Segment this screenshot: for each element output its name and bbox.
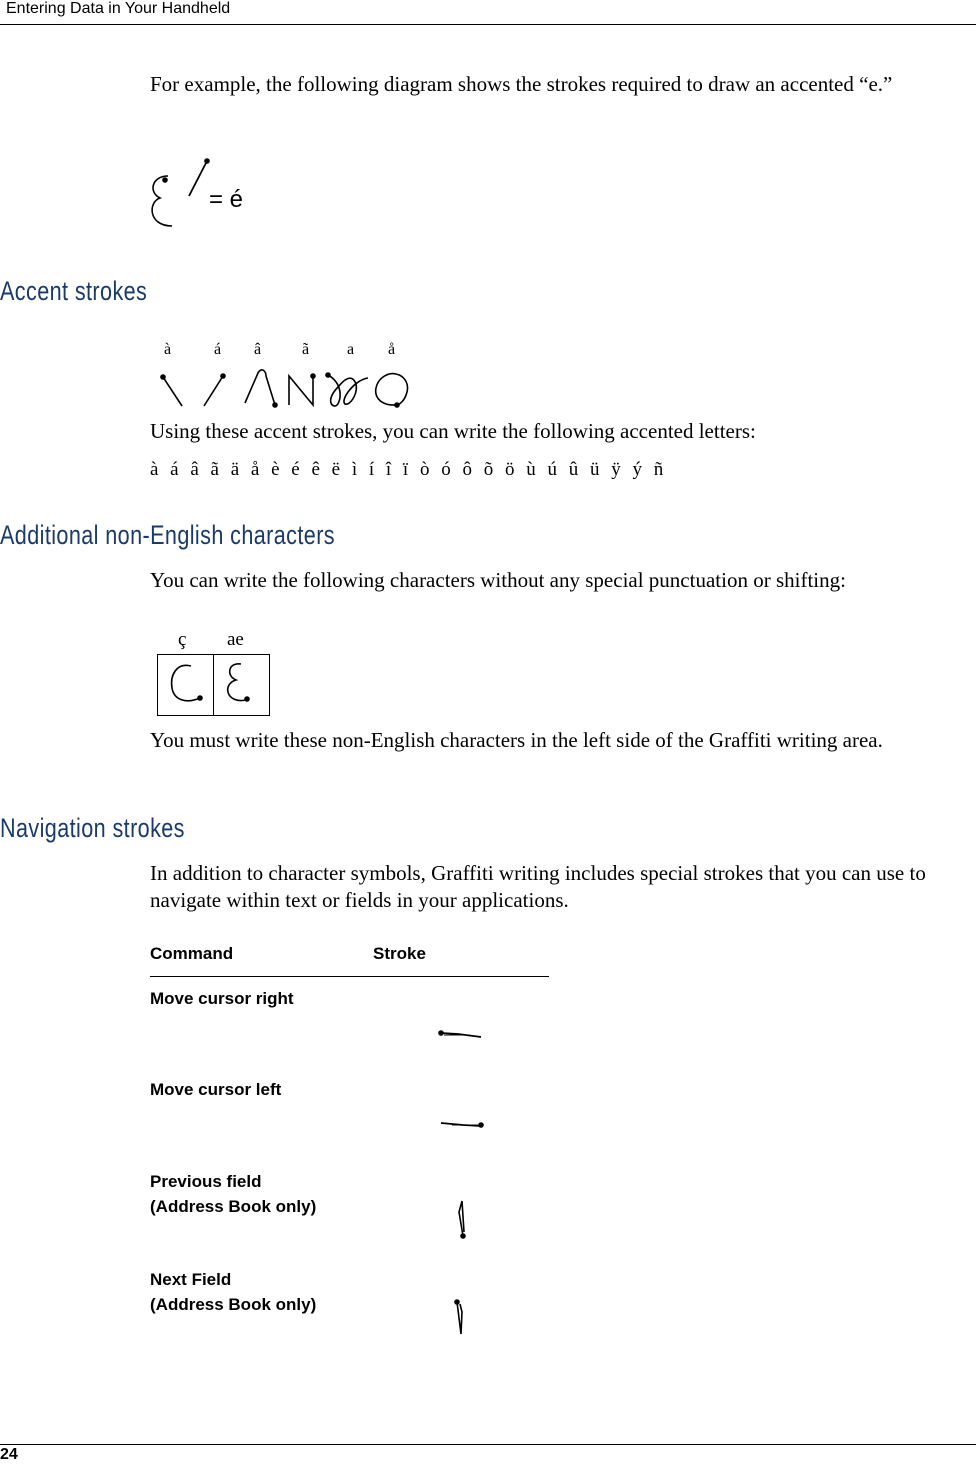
page-number: 24	[0, 1446, 18, 1463]
accented-letters-list: à á â ã ä å è é ê ë ì í î ï ò ó ô õ ö ù ú û ü ÿ ý ñ	[150, 459, 664, 480]
command-label: Previous field	[150, 1172, 262, 1191]
accent-paragraph: Using these accent strokes, you can write the following accented letters:	[150, 419, 756, 443]
accent-label-umlaut: a	[347, 341, 355, 358]
intro-paragraph: For example, the following diagram shows the strokes required to draw an accented “e.”	[150, 72, 893, 96]
accent-label-circumflex: â	[254, 341, 262, 358]
command-label: Move cursor left	[150, 1080, 282, 1099]
accent-label-tilde: ã	[302, 341, 310, 358]
command-sublabel: (Address Book only)	[150, 1197, 317, 1216]
char-label-c-cedilla: ç	[178, 629, 187, 650]
accent-label-grave: à	[164, 341, 172, 358]
navigation-paragraph: In addition to character symbols, Graffiti writing includes special strokes that you can use to navigate within text or fields in your applications.	[150, 861, 926, 912]
command-sublabel: (Address Book only)	[150, 1295, 317, 1314]
section-title-navigation-strokes: Navigation strokes	[0, 813, 185, 843]
table-header-command: Command	[150, 944, 234, 963]
accent-label-ring: å	[388, 341, 396, 358]
running-head: Entering Data in Your Handheld	[6, 0, 231, 17]
section-title-non-english: Additional non-English characters	[0, 520, 335, 550]
command-label: Next Field	[150, 1270, 232, 1289]
table-header-stroke: Stroke	[373, 944, 426, 963]
accent-label-acute: á	[214, 341, 222, 358]
non-english-paragraph: You can write the following characters without any special punctuation or shifting:	[150, 568, 846, 592]
non-english-note: You must write these non-English characters in the left side of the Graffiti writing area.	[150, 728, 883, 752]
footer-rule	[0, 1444, 976, 1445]
char-label-ae: ae	[227, 629, 244, 650]
equals-e-acute: = é	[209, 186, 244, 213]
command-label: Move cursor right	[150, 989, 294, 1008]
section-title-accent-strokes: Accent strokes	[0, 276, 148, 306]
